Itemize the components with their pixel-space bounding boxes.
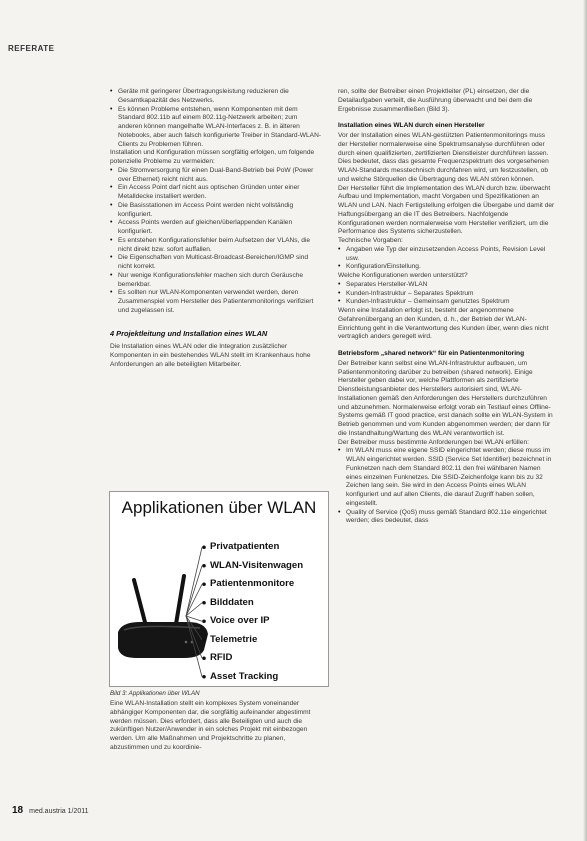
list-item: • Es entstehen Konfigurationsfehler beim Aufsetzen der VLANs, die nicht direkt bzw. sofort auffallen. xyxy=(110,237,322,255)
list-item: • Im WLAN muss eine eigene SSID eingerichtet werden; diese muss im WLAN eingerichtet werden. SSID (Service Set Identifier) bezeichnet in Funknetzen nach dem Standard 802.11 den frei wählbaren Namen eines einzelnen Funknetzes. Die SSID-Zeichenfolge kann bis zu 32 Zeichen lang sein. Sie wird in den Access Points eines WLAN konfiguriert und auf allen Clients, die darauf Zugriff haben sollen, eingestellt. xyxy=(338,447,556,508)
connection-arrowhead xyxy=(202,638,206,642)
list-item: • Geräte mit geringerer Übertragungsleistung reduzieren die Gesamtkapazität des Netzwerks. xyxy=(110,88,322,106)
list-item: Voice over IP xyxy=(210,615,270,626)
list-item: • Konfiguration/Einstellung. xyxy=(338,263,556,272)
body-text: Welche Konfigurationen werden unterstützt? xyxy=(338,272,468,279)
list-item: Privatpatienten xyxy=(210,541,280,552)
list-item: • Kunden-Infrastruktur – Separates Spektrum xyxy=(338,290,556,299)
page-edge-shadow xyxy=(583,0,587,841)
subheading: Betriebsform „shared network“ für ein Patientenmonitoring xyxy=(338,350,525,357)
list-item: • Ein Access Point darf nicht aus optischen Gründen unter einer Metalldecke installiert werden. xyxy=(110,184,322,202)
figure-applications xyxy=(109,491,329,687)
list-item: • Kunden-Infrastruktur – Gemeinsam genutztes Spektrum xyxy=(338,298,556,307)
list-item: WLAN-Visitenwagen xyxy=(210,559,304,571)
left-column-bottom xyxy=(110,700,322,753)
connection-line xyxy=(186,547,202,616)
connection-arrowhead xyxy=(202,675,206,679)
section-text: Die Installation eines WLAN oder die Integration zusätzlicher Komponenten in ein bestehendes WLAN stellt im Krankenhaus hohe Anforderungen an alle beteiligten Mitarbeiter. xyxy=(110,343,311,368)
connection-arrowhead xyxy=(202,564,206,568)
connection-arrowhead xyxy=(202,619,206,623)
body-text: ren, sollte der Betreiber einen Projektleiter (PL) einsetzen, der die Detailaufgaben verteilt, die Ausführung überwacht und bei dem die Ergebnisse zusammenfließen (Bild 3). xyxy=(338,88,533,113)
body-text: Der Betreiber kann selbst eine WLAN-Infrastruktur aufbauen, um Patientenmonitoring darüber zu betreiben (shared network). Einige Hersteller geben dabei vor, welche Plattformen als zertifizierte Dienstleistungsanbieter des Herstellers autorisiert sind, WLAN-Installationen gemäß den Anforderungen des Herstellers durchzuführen und abzunehmen. Normalerweise erfolgt vorab ein Testlauf eines Offline-Systems gemäß IT good practice, erst danach sollte ein WLAN-System in Betrieb genommen und vom Kunden abgenommen werden; der dann für die Instandhaltung/Wartung des WLAN verantwortlich ist. xyxy=(338,359,553,437)
left-column xyxy=(110,88,322,370)
body-text: Wenn eine Installation erfolgt ist, besteht der angenommene Gefahrenübergang an den Kunden, d. h., der Betrieb der WLAN-Einrichtung geht in die Verantwortung des Kunden über, wenn dies nicht vertraglich anders geregelt wird. xyxy=(338,307,549,341)
bullet-list-configurations xyxy=(338,281,556,307)
list-item: • Angaben wie Typ der einzusetzenden Access Points, Revision Level usw. xyxy=(338,246,556,264)
body-text: Der Betreiber muss bestimmte Anforderungen bei WLAN erfüllen: xyxy=(338,438,529,446)
connection-arrowhead xyxy=(202,582,206,586)
bullet-list-requirements xyxy=(338,246,556,272)
connection-arrowhead xyxy=(202,601,206,605)
page-number: 18 xyxy=(12,805,24,816)
page-footer xyxy=(12,805,89,816)
application-list xyxy=(210,538,303,686)
body-text: Vor der Installation eines WLAN-gestützten Patientenmonitorings muss der Hersteller normalerweise eine Spektrumsanalyse durchführen oder durch einen qualifizierten, zertifizierten Dienstleister durchführen lassen. Dies bedeutet, dass das gesamte Frequenzspektrum des vorgesehenen WLAN-Standards messtechnisch durchfahren wird, um festzustellen, ob und welche Störquellen die Übertragung des WLAN stören können. xyxy=(338,132,549,183)
body-text: Eine WLAN-Installation stellt ein komplexes System voneinander abhängiger Komponenten dar, die sorgfältig aufeinander abgestimmt werden müssen. Dies erfordert, dass alle Beteiligten und auch die zukünftigen Nutzer/Anwender in ein solches Projekt mit einbezogen werden. Um alle Maßnahmen und Projektschritte zu planen, abzustimmen und zu koordinie- xyxy=(110,700,311,751)
list-item: • Nur wenige Konfigurationsfehler machen sich durch Geräusche bemerkbar. xyxy=(110,272,322,290)
connection-lines xyxy=(186,545,206,678)
section-heading: 4 Projektleitung und Installation eines WLAN xyxy=(110,328,268,338)
subheading: Installation eines WLAN durch einen Hersteller xyxy=(338,122,485,130)
list-item: • Die Basisstationen im Access Point werden nicht vollständig konfiguriert. xyxy=(110,202,322,220)
figure-title: Applikationen über WLAN xyxy=(121,498,317,517)
list-item: Telemetrie xyxy=(210,633,258,645)
list-item: RFID xyxy=(210,652,233,663)
connection-line xyxy=(186,566,202,616)
publication-name: med.austria 1/2011 xyxy=(29,808,89,815)
list-item: • Access Points werden auf gleichen/überlappenden Kanälen konfiguriert. xyxy=(110,219,322,237)
connection-arrowhead xyxy=(202,545,206,549)
list-item: • Es können Probleme entstehen, wenn Komponenten mit dem Standard 802.11b auf einem 802.11g-Netzwerk arbeiten; zum anderen können mangelhafte WLAN-Interfaces z. B. in älteren Notebooks, aber auch falsch konfigurierte Treiber in Standard-WLAN-Clients zu Problemen führen. xyxy=(110,106,322,150)
list-item: Asset Tracking xyxy=(210,670,279,682)
right-column xyxy=(338,88,556,526)
list-item: Patientenmonitore xyxy=(210,578,295,589)
list-item: • Die Eigenschaften von Multicast-Broadcast-Bereichen/IGMP sind nicht korrekt. xyxy=(110,254,322,272)
connection-arrowhead xyxy=(202,656,206,660)
body-text: Der Hersteller führt die Implementation des WLAN durch bzw. überwacht Aufbau und Implementation, macht Vorgaben und Spezifikationen an WLAN und LAN. Nach Fertigstellung erfolgen die Übergabe und damit der Haftungsübergang an die IT des Betreibers. Nachfolgende Konfigurationen werden normalerweise vom Hersteller verifiziert, um die Performance des Systems sicherzustellen. xyxy=(338,184,555,236)
body-text: Technische Vorgaben: xyxy=(338,237,403,244)
intro-text: Installation und Konfiguration müssen sorgfältig erfolgen, um folgende potenzielle Probleme zu vermeiden: xyxy=(110,149,315,165)
figure-caption: Bild 3: Applikationen über WLAN xyxy=(110,690,200,697)
list-item: • Quality of Service (QoS) muss gemäß Standard 802.11e eingerichtet werden; dies bedeutet, dass xyxy=(338,509,556,527)
list-item: • Es sollten nur WLAN-Komponenten verwendet werden, deren Zusammenspiel vom Hersteller des Patientenmonitorings verifiziert und zugelassen ist. xyxy=(110,289,322,315)
bullet-list-operator xyxy=(338,447,556,526)
connection-line xyxy=(186,616,202,621)
bullet-list-problems xyxy=(110,167,322,316)
list-item: Bilddaten xyxy=(210,596,254,608)
connection-line xyxy=(186,584,202,616)
bullet-list-top xyxy=(110,88,322,149)
list-item: • Separates Hersteller-WLAN xyxy=(338,281,556,290)
section-tag: REFERATE xyxy=(8,44,55,53)
list-item: • Die Stromversorgung für einen Dual-Band-Betrieb bei PoW (Power over Ethernet) reicht nicht aus. xyxy=(110,167,322,185)
